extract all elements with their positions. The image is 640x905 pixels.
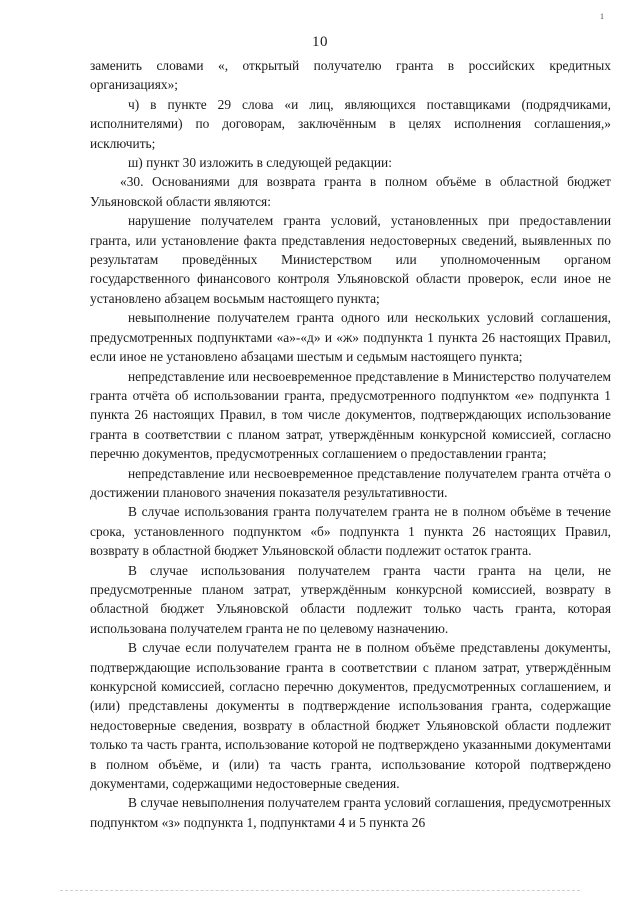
document-body xyxy=(90,56,611,832)
page-number: 10 xyxy=(312,34,328,50)
paragraph: «30. Основаниями для возврата гранта в полном объёме в областной бюджет Ульяновской области являются: xyxy=(90,174,611,209)
paragraph: В случае невыполнения получателем гранта условий соглашения, предусмотренных подпунктом «з» подпункта 1, подпунктами 4 и 5 пункта 26 xyxy=(90,795,611,830)
paragraph: ч) в пункте 29 слова «и лиц, являющихся поставщиками (подрядчиками, исполнителями) по договорам, заключённым в целях исполнения соглашения,» исключить; xyxy=(90,96,611,151)
paragraph: заменить словами «, открытый получателю гранта в российских кредитных организациях»; xyxy=(90,58,611,93)
scan-edge-line xyxy=(60,890,580,891)
paragraph: В случае использования гранта получателем гранта не в полном объёме в течение срока, установленного подпунктом «б» подпункта 1 пункта 26 настоящих Правил, возврату в областной бюджет Ульяновской области подлежит остаток гранта. xyxy=(90,504,611,559)
paragraph: ш) пункт 30 изложить в следующей редакции: xyxy=(128,155,392,171)
paragraph: непредставление или несвоевременное представление получателем гранта отчёта о достижении планового значения показателя результативности. xyxy=(90,465,611,500)
paragraph: нарушение получателем гранта условий, установленных при предоставлении гранта, или установление факта представления недостоверных сведений, выявленных по результатам проведённых Министерством или уполномоченным органом государственного финансового контроля Ульяновской области проверок, если иное не установлено абзацем восьмым настоящего пункта; xyxy=(90,213,611,306)
paragraph: невыполнение получателем гранта одного или нескольких условий соглашения, предусмотренных подпунктами «а»-«д» и «ж» подпункта 1 пункта 26 настоящих Правил, если иное не установлено абзацами шестым и седьмым настоящего пункта; xyxy=(90,310,611,365)
paragraph: непредставление или несвоевременное представление в Министерство получателем гранта отчёта об использовании гранта, предусмотренного подпунктом «е» подпункта 1 пункта 26 настоящих Правил, в том числе документов, подтверждающих использование гранта в соответствии с планом затрат, утверждённым конкурсной комиссией, согласно перечню документов, предусмотренных соглашением о предоставлении гранта; xyxy=(90,368,611,462)
paragraph: В случае если получателем гранта не в полном объёме представлены документы, подтверждающие использование гранта в соответствии с планом затрат, утверждённым конкурсной комиссией, согласно перечню документов, предусмотренных соглашением, и (или) представлены документы в подтверждение использования гранта, содержащие недостоверные сведения, возврату в областной бюджет Ульяновской области подлежит только та часть гранта, использование которой не подтверждено указанными документами в полном объёме, и (или) та часть гранта, использование которой подтверждено документами, содержащими недостоверные сведения. xyxy=(90,640,611,792)
paragraph: В случае использования получателем гранта части гранта на цели, не предусмотренные планом затрат, утверждённым конкурсной комиссией, возврату в областной бюджет Ульяновской области подлежит только часть гранта, которая использована получателем гранта не по целевому назначению. xyxy=(90,562,611,636)
corner-mark: 1 xyxy=(600,12,604,21)
